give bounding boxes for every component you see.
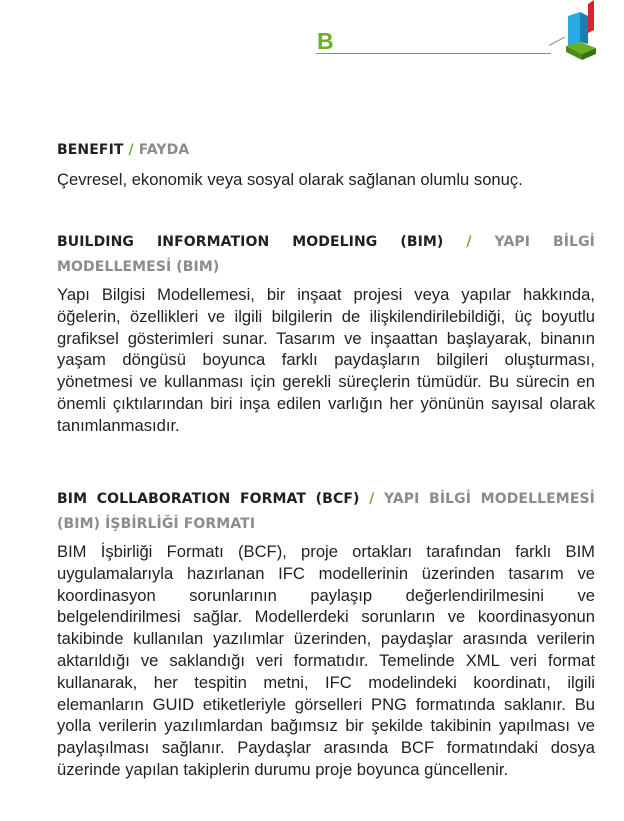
term-turkish: FAYDA <box>138 142 190 158</box>
logo-icon <box>560 0 606 62</box>
logo-blue-panel <box>568 12 580 46</box>
term-turkish: YAPI BİLGİ MODELLEMESİ (BIM) İŞBİRLİĞİ FORMATI <box>57 491 595 532</box>
header-divider-line <box>316 53 551 54</box>
entry-definition: Çevresel, ekonomik veya sosyal olarak sağlanan olumlu sonuç. <box>57 170 523 189</box>
glossary-entry <box>57 487 595 781</box>
glossary-entry <box>57 138 595 191</box>
term-english: BENEFIT <box>57 142 124 158</box>
entry-term <box>57 230 595 280</box>
entry-definition: Yapı Bilgisi Modellemesi, bir inşaat projesi veya yapılar hakkında, öğelerin, özellikleri ve ilgili bilgilerin de ilişkilendirilebildiği, üç boyutlu grafiksel gösterimleri sunar. Tasarım ve inşaattan başlayarak, binanın yaşam döngüsü boyunca farklı paydaşların bilgileri oluşturması, yönetmesi ve kullanması için gerekli süreçlerin tümüdür. Bu sürecin en önemli çıktılarından biri inşa edilen varlığın her yönünün sayısal olarak tanımlanmasıdır. <box>57 285 595 435</box>
term-separator: / <box>359 491 384 507</box>
logo-red-bar <box>588 0 594 33</box>
entry-definition: BIM İşbirliği Formatı (BCF), proje ortakları tarafından farklı BIM uygulamalarıyla hazırlanan IFC modellerinin üzerinden tasarım ve koordinasyon sorunlarının paylaşıp değerlendirilmesini ve belgelendirilmesi sağlar. Modellerdeki sorunların ve koordinasyonun takibinde kullanılan yazılımlar üzerinden, paydaşlar arasında verilerin aktarıldığı ve saklandığı veri formatıdır. Temelinde XML veri format kullanarak, her tespitin metni, IFC modelindeki koordinatı, ilgili elemanların GUID etiketleriyle görselleri PNG formatında saklanır. Bu yolla verilerin yazılımlardan bağımsız bir şekilde takibinin yapılması ve paylaşılması sağlanır. Paydaşlar arasında BCF formatındaki dosya üzerinde yapılan takiplerin durumu proje boyunca güncellenir. <box>57 542 595 779</box>
term-english: BIM COLLABORATION FORMAT (BCF) <box>57 491 360 507</box>
term-separator: / <box>443 234 495 250</box>
entry-term <box>57 138 595 163</box>
glossary-entry <box>57 230 595 437</box>
section-letter: B <box>317 28 334 54</box>
entry-term <box>57 487 595 537</box>
term-separator: / <box>123 142 139 158</box>
term-english: BUILDING INFORMATION MODELING (BIM) <box>57 234 444 250</box>
logo-blue-side <box>580 12 588 44</box>
term-turkish: YAPI BİLGİ MODELLEMESİ (BIM) <box>57 234 595 275</box>
